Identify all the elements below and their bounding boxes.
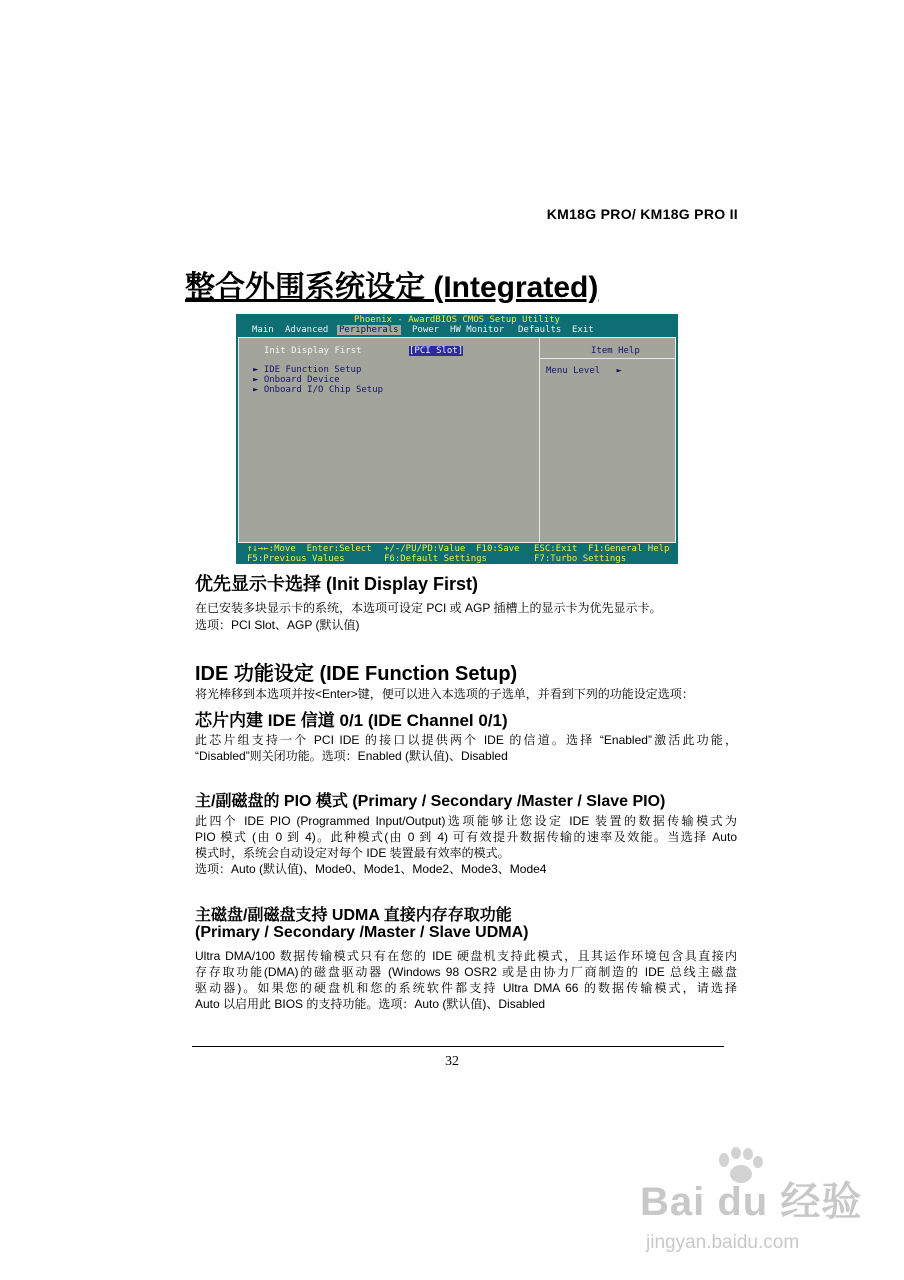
udma-line3: 驱动器)。如果您的硬盘机和您的系统软件都支持 Ultra DMA 66 的数据传输模式，请选择 (195, 981, 737, 995)
menu-level: Menu Level ► (546, 366, 622, 376)
pio-mode-heading: 主/副磁盘的 PIO 模式 (Primary / Secondary /Master / Slave PIO) (195, 793, 666, 810)
bios-title: Phoenix - AwardBIOS CMOS Setup Utility (354, 315, 560, 325)
bios-footer (236, 544, 678, 564)
watermark-url: jingyan.baidu.com (646, 1232, 800, 1253)
ide-channel-line2: “Disabled”则关闭功能。选项：Enabled (默认值)、Disabled (195, 749, 508, 763)
footer-esc: ESC:Exit F1:General Help (534, 544, 670, 554)
bios-menu-defaults[interactable]: Defaults (518, 325, 562, 335)
ide-channel-line1: 此芯片组支持一个 PCI IDE 的接口以提供两个 IDE 的信道。选择 “Enabled”激活此功能， (195, 733, 737, 747)
item-help-title: Item Help (591, 346, 640, 356)
pio-mode-line1: 此四个 IDE PIO (Programmed Input/Output)选项能够让您设定 IDE 装置的数据传输模式为 (195, 814, 737, 828)
submenu-onboard-device[interactable]: ► Onboard Device (253, 375, 340, 385)
footer-rule (192, 1046, 724, 1047)
bios-menu-advanced[interactable]: Advanced (285, 325, 329, 335)
footer-f5: F5:Previous Values (247, 554, 345, 564)
bios-screen (236, 314, 678, 564)
footer-f7: F7:Turbo Settings (534, 554, 627, 564)
ide-channel-heading: 芯片内建 IDE 信道 0/1 (IDE Channel 0/1) (195, 711, 508, 730)
init-display-options: 选项：PCI Slot、AGP (默认值) (195, 618, 360, 632)
bios-menu-power[interactable]: Power (412, 325, 440, 335)
model-header: KM18G PRO/ KM18G PRO II (546, 206, 738, 222)
page-title: 整合外围系统设定 (Integrated) (185, 271, 599, 304)
bios-menu-peripherals[interactable]: Peripherals (339, 325, 399, 335)
init-display-value-text[interactable]: [PCI Slot] (409, 346, 464, 356)
ide-function-desc: 将光棒移到本选项并按<Enter>键，便可以进入本选项的子选单，并看到下列的功能设定选项： (195, 687, 694, 701)
udma-line2: 存存取功能(DMA)的磁盘驱动器 (Windows 98 OSR2 或是由协力厂商制造的 IDE 总线主磁盘 (195, 965, 737, 979)
help-divider (540, 358, 675, 359)
footer-move: ↑↓→←:Move Enter:Select (247, 544, 372, 554)
udma-heading-en: (Primary / Secondary /Master / Slave UDMA) (195, 924, 529, 941)
page-number: 32 (445, 1054, 459, 1069)
footer-f6: F6:Default Settings (384, 554, 487, 564)
udma-heading-cn: 主磁盘/副磁盘支持 UDMA 直接内存存取功能 (195, 907, 512, 924)
footer-value: +/-/PU/PD:Value F10:Save (384, 544, 520, 554)
ide-function-heading: IDE 功能设定 (IDE Function Setup) (195, 663, 518, 685)
watermark-logo: Bai du 经验 (640, 1180, 863, 1224)
udma-line1: Ultra DMA/100 数据传输模式只有在您的 IDE 硬盘机支持此模式，且其运作环境包含具直接内 (195, 949, 737, 963)
bios-menu-hw-monitor[interactable]: HW Monitor (450, 325, 505, 335)
udma-line4: Auto 以启用此 BIOS 的支持功能。选项：Auto (默认值)、Disabled (195, 997, 546, 1011)
panel-divider (539, 338, 540, 542)
submenu-onboard-io[interactable]: ► Onboard I/O Chip Setup (253, 385, 384, 395)
pio-mode-line2: PIO 模式 (由 0 到 4)。此种模式(由 0 到 4) 可有效提升数据传输的速率及效能。当选择 Auto (195, 830, 737, 844)
init-display-label: Init Display First (264, 346, 362, 356)
bios-menu-exit[interactable]: Exit (572, 325, 594, 335)
baidu-watermark (640, 1146, 880, 1266)
pio-mode-line4: 选项：Auto (默认值)、Mode0、Mode1、Mode2、Mode3、Mode4 (195, 862, 547, 876)
init-display-desc: 在已安装多块显示卡的系统，本选项可设定 PCI 或 AGP 插槽上的显示卡为优先显示卡。 (195, 601, 662, 615)
pio-mode-line3: 模式时，系统会自动设定对每个 IDE 装置最有效率的模式。 (195, 846, 510, 860)
bios-menu-bar (236, 325, 678, 335)
init-display-value[interactable] (409, 346, 463, 356)
submenu-ide-function[interactable]: ► IDE Function Setup (253, 365, 362, 375)
bios-menu-main[interactable]: Main (252, 325, 274, 335)
bios-panel (238, 337, 676, 543)
init-display-heading: 优先显示卡选择 (Init Display First) (195, 574, 479, 594)
